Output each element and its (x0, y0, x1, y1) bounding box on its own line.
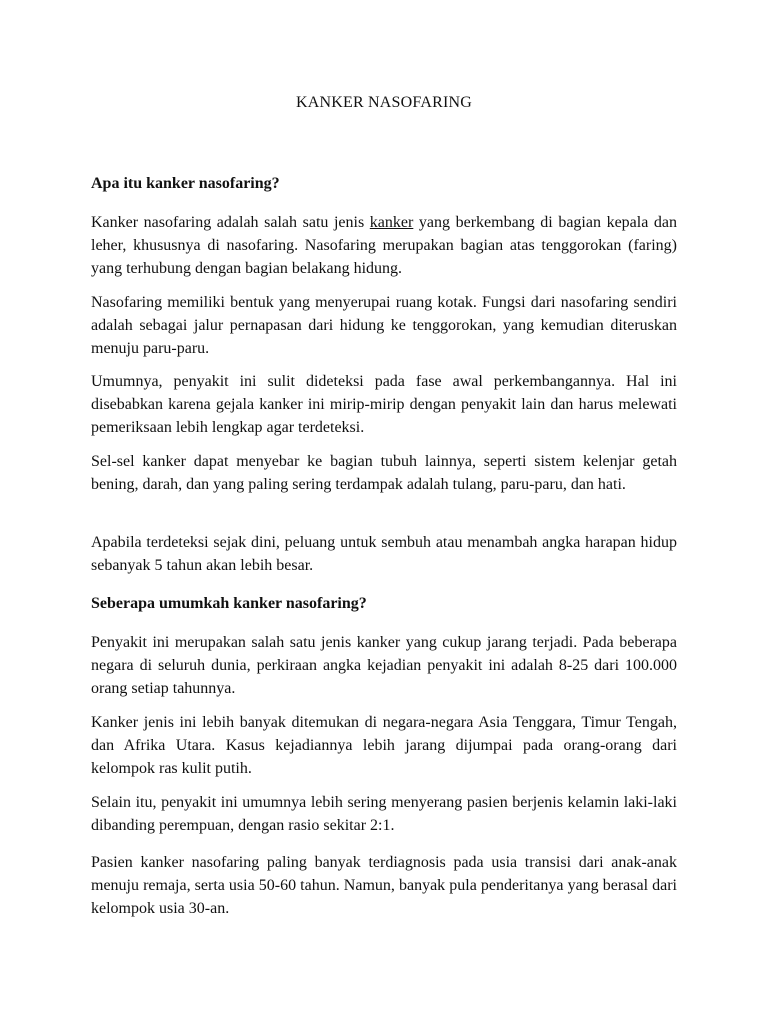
document-title: KANKER NASOFARING (295, 94, 472, 111)
paragraph-text: yang berkembang di bagian kepala dan leher, khususnya di nasofaring. Nasofaring merupakan bagian atas tenggorokan (faring) yang terhubung dengan bagian belakang hidung. (91, 214, 678, 277)
paragraph-early-detection: Apabila terdeteksi sejak dini, peluang untuk sembuh atau menambah angka harapan hidup sebanyak 5 tahun akan lebih besar. (91, 534, 677, 574)
section-heading-how-common: Seberapa umumkah kanker nasofaring? (91, 595, 367, 612)
paragraph-incidence: Penyakit ini merupakan salah satu jenis kanker yang cukup jarang terjadi. Pada beberapa negara di seluruh dunia, perkiraan angka kejadian penyakit ini adalah 8-25 dari 100.000 orang setiap tahunnya. (91, 634, 677, 697)
paragraph-age-groups: Pasien kanker nasofaring paling banyak terdiagnosis pada usia transisi dari anak-anak menuju remaja, serta usia 50-60 tahun. Namun, banyak pula penderitanya yang berasal dari kelompok usia 30-an. (91, 854, 677, 917)
paragraph-text: Kanker nasofaring adalah salah satu jenis (91, 214, 370, 231)
paragraph-gender-ratio: Selain itu, penyakit ini umumnya lebih sering menyerang pasien berjenis kelamin laki-laki dibanding perempuan, dengan rasio sekitar 2:1. (91, 794, 677, 834)
kanker-link[interactable]: kanker (369, 214, 414, 231)
paragraph-shape-function: Nasofaring memiliki bentuk yang menyerupai ruang kotak. Fungsi dari nasofaring sendiri adalah sebagai jalur pernapasan dari hidung ke tenggorokan, yang kemudian diteruskan menuju paru-paru. (91, 294, 677, 357)
section-heading-what-is: Apa itu kanker nasofaring? (91, 175, 280, 192)
paragraph-regions: Kanker jenis ini lebih banyak ditemukan di negara-negara Asia Tenggara, Timur Tengah, dan Afrika Utara. Kasus kejadiannya lebih jarang dijumpai pada orang-orang dari kelompok ras kulit putih. (91, 714, 677, 777)
paragraph-detection: Umumnya, penyakit ini sulit dideteksi pada fase awal perkembangannya. Hal ini disebabkan karena gejala kanker ini mirip-mirip dengan penyakit lain dan harus melewati pemeriksaan lebih lengkap agar terdeteksi. (91, 373, 677, 436)
paragraph-definition (91, 211, 677, 280)
paragraph-spread: Sel-sel kanker dapat menyebar ke bagian tubuh lainnya, seperti sistem kelenjar getah bening, darah, dan yang paling sering terdampak adalah tulang, paru-paru, dan hati. (91, 453, 677, 493)
